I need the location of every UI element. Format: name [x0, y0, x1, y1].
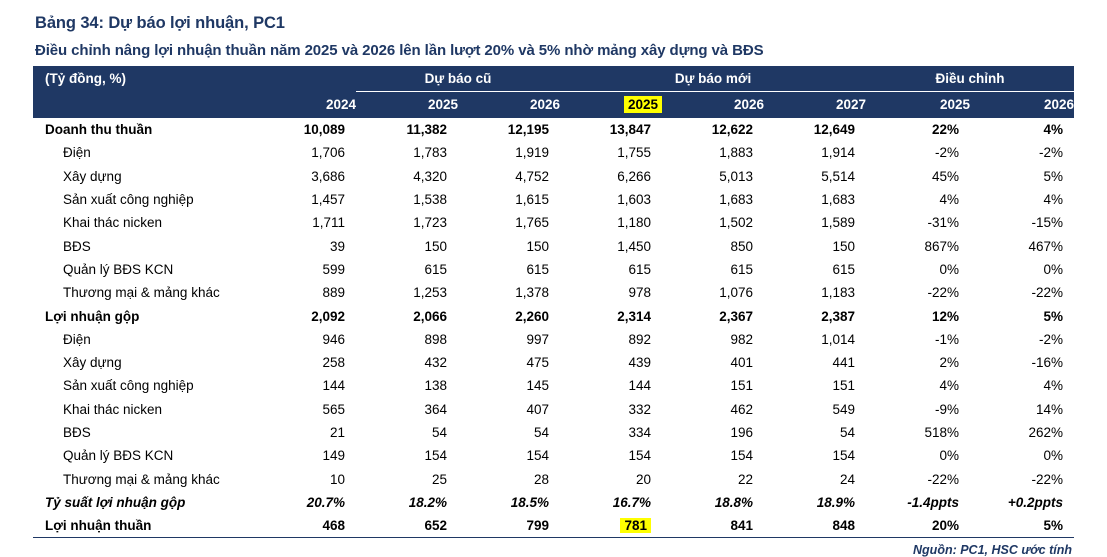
- row-label: Điện: [63, 331, 91, 347]
- row-value: 799: [458, 514, 560, 538]
- row-value: 467%: [1028, 238, 1064, 254]
- row-value: 1,783: [413, 145, 447, 161]
- row-value: -2%: [935, 145, 960, 161]
- row-value: 0%: [939, 261, 960, 277]
- table-row: [33, 514, 1074, 538]
- group-header-old-forecast: Dự báo cũ: [356, 66, 560, 92]
- row-value: 22: [737, 471, 754, 487]
- row-value: 1,919: [515, 145, 550, 161]
- row-value: -16%: [1031, 355, 1064, 371]
- row-label: Quản lý BĐS KCN: [63, 448, 174, 464]
- row-value: 1,076: [719, 285, 754, 301]
- row-value: 1,502: [719, 215, 754, 231]
- row-value: 462: [730, 401, 754, 417]
- row-value: 565: [322, 401, 345, 417]
- row-label: Doanh thu thuần: [33, 118, 254, 142]
- row-value: 14%: [1036, 401, 1064, 417]
- row-value: 258: [322, 355, 345, 371]
- row-value: 16.7%: [612, 494, 652, 510]
- row-value: 615: [424, 261, 447, 277]
- table-row: [33, 467, 1074, 490]
- row-value: 154: [628, 448, 652, 464]
- row-value: 982: [730, 331, 754, 347]
- row-label: Tỷ suất lợi nhuận gộp: [45, 494, 186, 510]
- row-value: 1,589: [821, 215, 856, 231]
- row-value: 5%: [1043, 308, 1064, 324]
- row-value: -1%: [935, 331, 960, 347]
- row-value: 154: [730, 448, 754, 464]
- table-row: [33, 118, 1074, 142]
- table-row: [33, 258, 1074, 281]
- row-value: 615: [526, 261, 550, 277]
- table-row: [33, 374, 1074, 397]
- table-row: [33, 491, 1074, 514]
- row-value: 1,883: [719, 145, 754, 161]
- row-value: 2,314: [617, 308, 652, 324]
- row-value: 262%: [1028, 425, 1064, 440]
- row-value: 1,683: [821, 192, 856, 208]
- row-value: 1,538: [413, 192, 447, 208]
- row-value: 615: [832, 261, 856, 277]
- row-value: 889: [322, 285, 345, 301]
- row-value: 149: [322, 448, 345, 464]
- row-value: 997: [526, 331, 550, 347]
- row-value: 1,683: [719, 192, 754, 208]
- row-value: 12,195: [458, 118, 560, 142]
- row-label: Xây dựng: [63, 168, 122, 184]
- row-value: 39: [329, 238, 345, 254]
- row-value: 3,686: [311, 168, 345, 184]
- row-value: 150: [832, 238, 856, 254]
- row-value: 0%: [1043, 261, 1064, 277]
- row-value: -31%: [927, 215, 960, 231]
- row-value: 20.7%: [306, 494, 345, 510]
- row-value: 2,260: [515, 308, 550, 324]
- row-value: 154: [424, 448, 447, 464]
- source-note: Nguồn: PC1, HSC ước tính: [913, 543, 1072, 557]
- row-value: 898: [424, 331, 447, 347]
- row-label: Lợi nhuận thuần: [33, 514, 254, 538]
- row-label: Xây dựng: [63, 355, 122, 371]
- row-label: Khai thác nicken: [63, 401, 163, 417]
- row-value: 468: [254, 514, 356, 538]
- row-value: 2,092: [311, 308, 345, 324]
- row-value: 4%: [939, 192, 960, 208]
- row-value: 21: [329, 425, 345, 440]
- year-header-old-2026: 2026: [458, 92, 560, 118]
- table-row: [33, 398, 1074, 421]
- row-value: 4,752: [515, 168, 550, 184]
- group-header-new-forecast: Dự báo mới: [560, 66, 866, 92]
- row-value: 144: [322, 378, 345, 394]
- row-value: 145: [526, 378, 550, 394]
- row-label: Lợi nhuận gộp: [45, 308, 140, 324]
- row-value: 978: [628, 285, 652, 301]
- row-value: +0.2ppts: [1007, 494, 1064, 510]
- row-value: 54: [840, 425, 856, 440]
- row-value: 332: [628, 401, 652, 417]
- table-row: [33, 234, 1074, 257]
- row-value: -22%: [1031, 285, 1064, 301]
- row-label: Thương mại & mảng khác: [63, 285, 220, 301]
- row-value: 0%: [939, 448, 960, 464]
- table-row: [33, 281, 1074, 304]
- row-value: -22%: [927, 471, 960, 487]
- table-corner-label: (Tỷ đồng, %): [33, 66, 356, 92]
- row-value: 4%: [939, 378, 960, 394]
- row-value: 151: [832, 378, 856, 394]
- row-value: 5,514: [821, 168, 856, 184]
- row-value: 841: [662, 514, 764, 538]
- row-value: 144: [628, 378, 652, 394]
- row-value: 2,066: [413, 308, 447, 324]
- row-value: -2%: [1039, 331, 1064, 347]
- row-value: 1,183: [821, 285, 856, 301]
- row-value: 867%: [924, 238, 960, 254]
- year-header-adj-2026: 2026: [970, 92, 1074, 118]
- table-row: [33, 188, 1074, 211]
- year-header-new-2025-highlight: 2025: [624, 96, 662, 113]
- year-header-old-2025: 2025: [356, 92, 458, 118]
- table-row: [33, 165, 1074, 188]
- row-value: 18.8%: [714, 494, 754, 510]
- row-value: 4,320: [413, 168, 447, 184]
- group-header-adjustment: Điều chỉnh: [866, 66, 1074, 92]
- row-label: Điện: [63, 145, 91, 161]
- row-value: 439: [628, 355, 652, 371]
- row-value: 150: [424, 238, 447, 254]
- row-value: 13,847: [560, 118, 662, 142]
- row-value: -22%: [1031, 471, 1064, 487]
- row-value: 12,649: [764, 118, 866, 142]
- row-value: 1,603: [617, 192, 652, 208]
- row-value: 364: [424, 401, 447, 417]
- year-header-adj-2025: 2025: [866, 92, 970, 118]
- row-value: 1,457: [311, 192, 345, 208]
- row-value: 401: [730, 355, 754, 371]
- row-value: 25: [431, 471, 447, 487]
- row-value: [560, 514, 662, 538]
- row-value: 1,615: [515, 192, 550, 208]
- row-value: 6,266: [617, 168, 652, 184]
- row-value: 196: [730, 425, 754, 440]
- row-value: 518%: [924, 425, 960, 440]
- year-header-new-2027: 2027: [764, 92, 866, 118]
- row-label: BĐS: [63, 425, 91, 440]
- row-value: 54: [431, 425, 447, 440]
- row-value: 2%: [939, 355, 960, 371]
- row-value: 1,711: [312, 215, 345, 231]
- row-value: 4%: [1043, 378, 1064, 394]
- row-value: 2,387: [821, 308, 856, 324]
- row-value: 0%: [1043, 448, 1064, 464]
- row-value: 1,765: [515, 215, 550, 231]
- row-value: 1,180: [617, 215, 652, 231]
- row-value: 151: [730, 378, 754, 394]
- row-value: 20%: [866, 514, 970, 538]
- table-group-header-row: [33, 66, 1074, 92]
- row-value: 5%: [970, 514, 1074, 538]
- row-value: 441: [832, 355, 856, 371]
- row-value: 850: [730, 238, 754, 254]
- row-label: Khai thác nicken: [63, 215, 163, 231]
- table-row: [33, 444, 1074, 467]
- row-label: Sản xuất công nghiệp: [63, 378, 194, 394]
- row-value: 407: [526, 401, 550, 417]
- row-value: 1,253: [413, 285, 447, 301]
- row-value: 154: [832, 448, 856, 464]
- row-value: 54: [533, 425, 550, 440]
- year-header-new-2026: 2026: [662, 92, 764, 118]
- page-title: Bảng 34: Dự báo lợi nhuận, PC1: [35, 14, 285, 32]
- row-value: 549: [832, 401, 856, 417]
- row-value: -9%: [935, 401, 960, 417]
- year-header-blank: [33, 92, 254, 118]
- table-row: [33, 211, 1074, 234]
- page-subtitle: Điều chỉnh nâng lợi nhuận thuần năm 2025 và 2026 lên lần lượt 20% và 5% nhờ mảng xây dựng và BĐS: [35, 42, 764, 59]
- row-value: 12%: [932, 308, 960, 324]
- row-value: 946: [322, 331, 345, 347]
- table-row: [33, 141, 1074, 164]
- row-value: 892: [628, 331, 652, 347]
- row-value: 18.2%: [408, 494, 447, 510]
- table-row: [33, 421, 1074, 444]
- row-value: 22%: [866, 118, 970, 142]
- year-header-2024: 2024: [254, 92, 356, 118]
- row-value: 1,450: [617, 238, 652, 254]
- row-value: 848: [764, 514, 866, 538]
- row-value: -2%: [1039, 145, 1064, 161]
- row-value: 28: [533, 471, 550, 487]
- highlighted-value: 781: [620, 518, 651, 533]
- row-value: 5,013: [719, 168, 754, 184]
- row-value: 1,755: [617, 145, 652, 161]
- row-value: 154: [526, 448, 550, 464]
- row-value: 5%: [1043, 168, 1064, 184]
- row-value: 4%: [1043, 192, 1064, 208]
- row-value: 18.5%: [510, 494, 550, 510]
- table-row: [33, 304, 1074, 327]
- row-label: Thương mại & mảng khác: [63, 471, 220, 487]
- row-value: 1,378: [515, 285, 550, 301]
- row-label: Sản xuất công nghiệp: [63, 192, 194, 208]
- table-year-header-row: [33, 92, 1074, 118]
- row-value: 11,382: [356, 118, 458, 142]
- row-value: -22%: [927, 285, 960, 301]
- row-value: 334: [628, 425, 652, 440]
- row-value: 475: [526, 355, 550, 371]
- row-value: 432: [424, 355, 447, 371]
- row-label: BĐS: [63, 238, 91, 254]
- row-value: 615: [628, 261, 652, 277]
- row-value: 12,622: [662, 118, 764, 142]
- row-value: 1,914: [821, 145, 856, 161]
- row-value: 599: [322, 261, 345, 277]
- year-header-new-2025: [560, 92, 662, 118]
- row-value: -15%: [1031, 215, 1064, 231]
- table-row: [33, 351, 1074, 374]
- row-value: 18.9%: [816, 494, 856, 510]
- row-value: 652: [356, 514, 458, 538]
- row-value: -1.4ppts: [907, 494, 960, 510]
- row-value: 4%: [970, 118, 1074, 142]
- row-value: 45%: [932, 168, 960, 184]
- row-label: Quản lý BĐS KCN: [63, 261, 174, 277]
- row-value: 10,089: [254, 118, 356, 142]
- row-value: 1,014: [821, 331, 856, 347]
- row-value: 1,706: [311, 145, 345, 161]
- row-value: 1,723: [413, 215, 447, 231]
- row-value: 20: [635, 471, 652, 487]
- row-value: 615: [730, 261, 754, 277]
- table-row: [33, 328, 1074, 351]
- row-value: 24: [840, 471, 856, 487]
- row-value: 10: [329, 471, 345, 487]
- row-value: 138: [424, 378, 447, 394]
- row-value: 2,367: [719, 308, 754, 324]
- row-value: 150: [526, 238, 550, 254]
- forecast-table: [33, 66, 1074, 538]
